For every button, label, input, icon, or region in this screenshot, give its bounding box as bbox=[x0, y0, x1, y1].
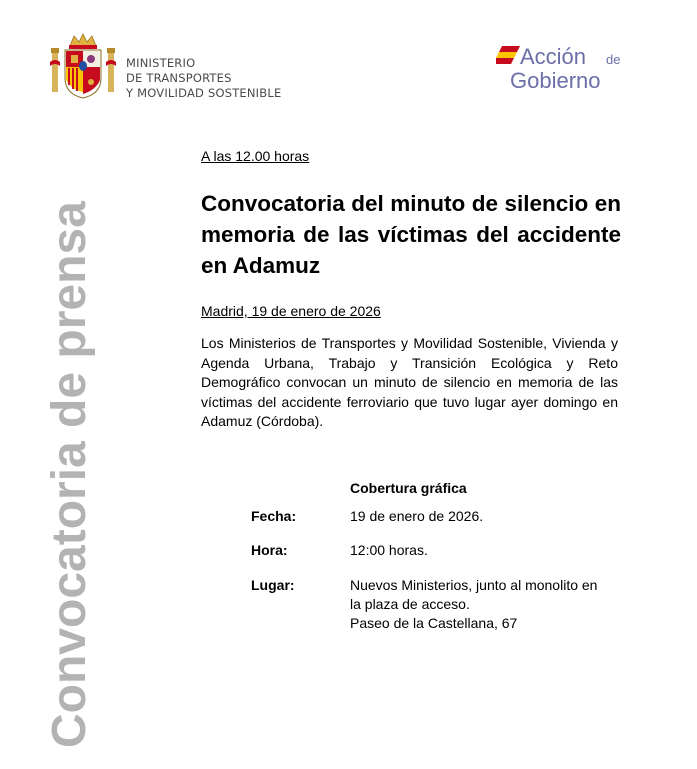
coverage-title: Cobertura gráfica bbox=[350, 480, 467, 496]
gov-brand-line1: Acción bbox=[520, 44, 587, 69]
gov-brand-suffix: de bbox=[606, 52, 621, 67]
info-value bbox=[350, 576, 612, 633]
headline: Convocatoria del minuto de silencio en memoria de las víctimas del accidente en Adamuz bbox=[201, 191, 621, 278]
info-value-address: Paseo de la Castellana, 67 bbox=[350, 615, 518, 631]
body-paragraph: Los Ministerios de Transportes y Movilidad Sostenible, Vivienda y Agenda Urbana, Trabajo y Transición Ecológica y Reto Demográfico convocan un minuto de silencio en memoria de las víctimas del accidente ferroviario que tuvo lugar ayer domingo en Adamuz (Córdoba). bbox=[201, 335, 618, 429]
side-title: Convocatoria de prensa bbox=[43, 201, 96, 748]
ministry-line-3: Y MOVILIDAD SOSTENIBLE bbox=[126, 86, 282, 100]
gov-brand-line2: Gobierno bbox=[510, 68, 601, 92]
ministry-line-2: DE TRANSPORTES bbox=[126, 71, 232, 85]
info-label: Fecha: bbox=[251, 508, 297, 524]
time-line: A las 12.00 horas bbox=[201, 148, 310, 164]
ministry-name bbox=[126, 56, 281, 101]
ministry-line-1: MINISTERIO bbox=[126, 56, 196, 70]
info-value: 12:00 horas. bbox=[350, 542, 428, 558]
date-line: Madrid, 19 de enero de 2026 bbox=[201, 303, 381, 319]
info-value-line: Nuevos Ministerios, junto al monolito en la plaza de acceso. bbox=[350, 577, 598, 612]
info-value: 19 de enero de 2026. bbox=[350, 508, 484, 524]
accion-de-gobierno-logo bbox=[496, 40, 636, 92]
info-label: Lugar: bbox=[251, 577, 295, 593]
spain-coat-of-arms-icon bbox=[48, 32, 118, 102]
info-label: Hora: bbox=[251, 542, 288, 558]
spanish-flag-icon bbox=[496, 46, 520, 64]
